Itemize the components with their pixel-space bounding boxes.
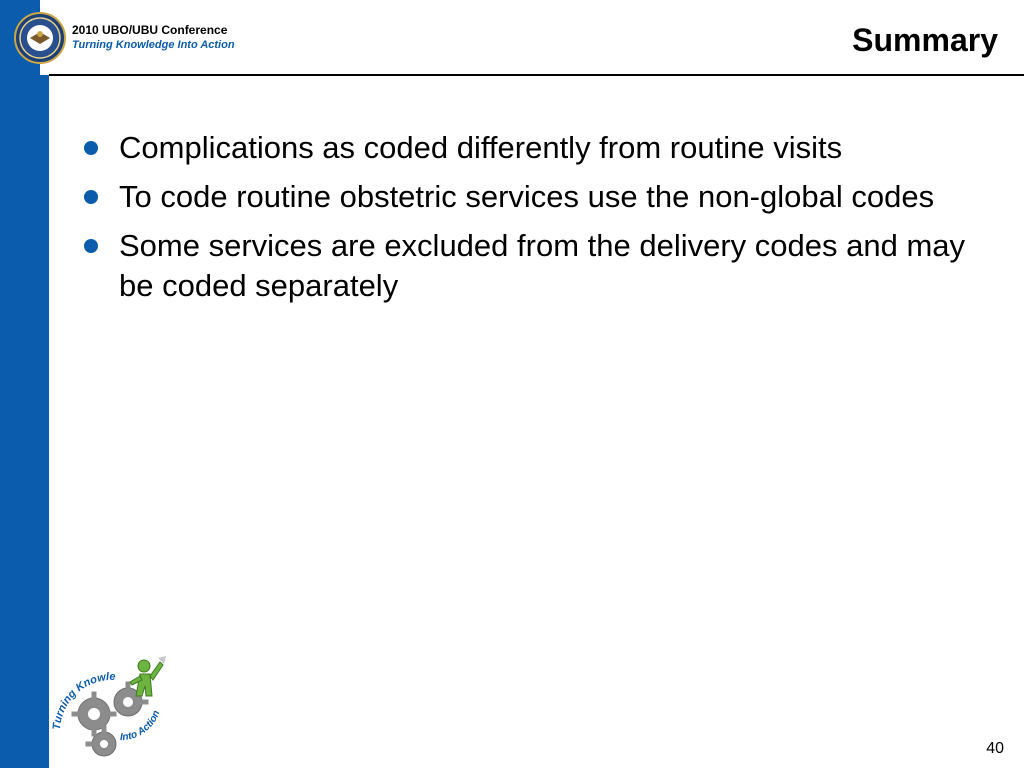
bullet-text: To code routine obstetric services use the non-global codes [119, 179, 935, 214]
bullet-icon [84, 190, 98, 204]
slide-title: Summary [852, 22, 998, 58]
side-bar [0, 0, 40, 768]
conference-header [72, 22, 235, 53]
header-divider [49, 74, 1024, 76]
side-bar-extension [40, 75, 49, 768]
bullet-icon [84, 141, 98, 155]
bullet-text: Complications as coded differently from routine visits [119, 130, 843, 165]
gears-logo-icon [52, 652, 172, 764]
svg-text:Turning Knowledge: Turning Knowle [52, 670, 116, 731]
bullet-item [80, 128, 1000, 168]
bullet-list [80, 128, 1000, 315]
bullet-text: Some services are excluded from the delivery codes and may be coded separately [119, 228, 966, 303]
page-number: 40 [986, 740, 1004, 757]
bullet-icon [84, 239, 98, 253]
bullet-item [80, 177, 1000, 217]
dod-seal-icon [14, 12, 66, 64]
conference-tagline: Turning Knowledge Into Action [72, 39, 235, 51]
bullet-item [80, 226, 1000, 306]
conference-title: 2010 UBO/UBU Conference [72, 23, 228, 37]
svg-text:Into Action: Into Action [119, 708, 163, 744]
